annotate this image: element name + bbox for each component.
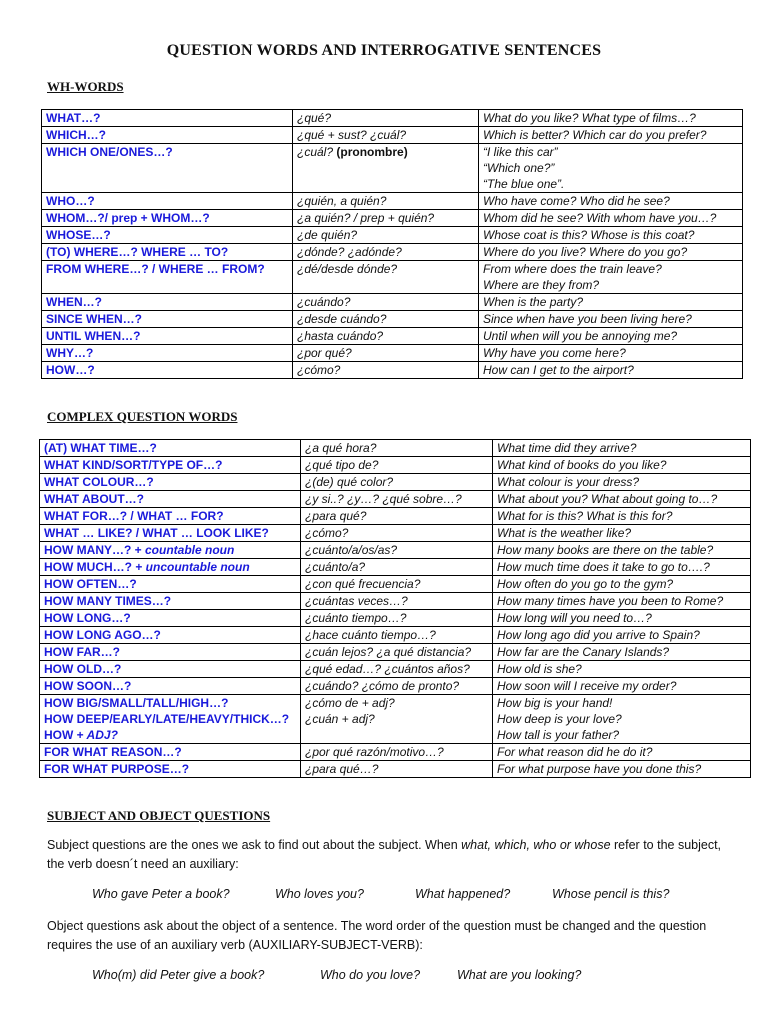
example-line: How often do you go to the gym?	[497, 577, 674, 591]
question-word: HOW SOON…?	[44, 679, 132, 693]
question-word-cell	[42, 362, 293, 379]
table-row	[40, 627, 751, 644]
table-row	[40, 525, 751, 542]
table-row	[40, 661, 751, 678]
translation-cell	[301, 559, 493, 576]
question-word-cell	[40, 678, 301, 695]
question-word: WHAT…?	[46, 111, 101, 125]
translation-cell	[301, 491, 493, 508]
example-cell	[493, 593, 751, 610]
subject-example: Who loves you?	[275, 887, 364, 901]
example-cell	[479, 227, 743, 244]
example-cell	[493, 661, 751, 678]
table-row	[40, 491, 751, 508]
question-word: HOW FAR…?	[44, 645, 120, 659]
question-word: HOW +	[44, 728, 84, 742]
translation-cell	[301, 644, 493, 661]
example-line: What kind of books do you like?	[497, 458, 667, 472]
translation: ¿hasta cuándo?	[297, 329, 384, 343]
translation-cell	[293, 311, 479, 328]
example-cell	[479, 127, 743, 144]
question-word: HOW MANY…? +	[44, 543, 142, 557]
question-word: (TO) WHERE…? WHERE … TO?	[46, 245, 229, 259]
question-word: HOW DEEP/EARLY/LATE/HEAVY/THICK…?	[44, 712, 290, 726]
table-row	[40, 576, 751, 593]
translation-cell	[301, 695, 493, 744]
example-line: How long will you need to…?	[497, 611, 652, 625]
translation-cell	[301, 440, 493, 457]
question-word: SINCE WHEN…?	[46, 312, 142, 326]
translation-cell	[301, 457, 493, 474]
example-cell	[493, 508, 751, 525]
table-row	[42, 210, 743, 227]
wh-words-table	[41, 109, 743, 379]
table-row	[42, 144, 743, 193]
example-line: How many books are there on the table?	[497, 543, 714, 557]
example-line: What is the weather like?	[497, 526, 632, 540]
question-word-cell	[42, 110, 293, 127]
translation-cell	[301, 627, 493, 644]
translation-note: (pronombre)	[333, 145, 408, 159]
question-word-cell	[42, 244, 293, 261]
question-word-note: ADJ?	[83, 728, 118, 742]
translation-cell	[293, 244, 479, 261]
question-word: HOW…?	[46, 363, 95, 377]
question-word: (AT) WHAT TIME…?	[44, 441, 157, 455]
translation: ¿cuán lejos? ¿a qué distancia?	[305, 645, 472, 659]
table-row	[42, 244, 743, 261]
example-cell	[493, 627, 751, 644]
example-cell	[479, 110, 743, 127]
example-cell	[493, 440, 751, 457]
example-cell	[479, 311, 743, 328]
example-cell	[493, 576, 751, 593]
question-word: HOW LONG AGO…?	[44, 628, 161, 642]
question-word: HOW OFTEN…?	[44, 577, 137, 591]
table-row	[40, 644, 751, 661]
table-row	[40, 508, 751, 525]
table-row	[40, 761, 751, 778]
question-word: WHICH ONE/ONES…?	[46, 145, 173, 159]
translation: ¿qué edad…? ¿cuántos años?	[305, 662, 470, 676]
example-line: What time did they arrive?	[497, 441, 637, 455]
question-word-note: uncountable noun	[142, 560, 250, 574]
question-word-line	[44, 727, 296, 743]
translation: ¿quién, a quién?	[297, 194, 387, 208]
example-line: Which is better? Which car do you prefer?	[483, 128, 707, 142]
question-word: FOR WHAT PURPOSE…?	[44, 762, 190, 776]
translation: ¿hace cuánto tiempo…?	[305, 628, 436, 642]
table-row	[40, 559, 751, 576]
question-word-line	[44, 559, 296, 575]
subject-example: Who gave Peter a book?	[92, 887, 230, 901]
translation-cell	[293, 362, 479, 379]
example-line: Who have come? Who did he see?	[483, 194, 670, 208]
translation-cell	[293, 294, 479, 311]
example-cell	[479, 193, 743, 210]
question-word-cell	[42, 328, 293, 345]
question-word-cell	[42, 261, 293, 294]
translation: ¿cuándo?	[297, 295, 351, 309]
translation: ¿desde cuándo?	[297, 312, 387, 326]
example-line: How old is she?	[497, 662, 582, 676]
example-line: “Which one?”	[483, 161, 555, 175]
question-word: HOW OLD…?	[44, 662, 122, 676]
table-row	[40, 542, 751, 559]
question-word-cell	[42, 144, 293, 193]
translation-cell	[301, 661, 493, 678]
question-word-cell	[40, 542, 301, 559]
translation: ¿qué tipo de?	[305, 458, 379, 472]
question-word-cell	[40, 661, 301, 678]
example-cell	[479, 328, 743, 345]
question-word: WHICH…?	[46, 128, 106, 142]
table-row	[40, 610, 751, 627]
example-line: Why have you come here?	[483, 346, 626, 360]
example-cell	[493, 457, 751, 474]
table-row	[42, 227, 743, 244]
question-word-cell	[42, 210, 293, 227]
example-line: What colour is your dress?	[497, 475, 640, 489]
translation-cell	[293, 193, 479, 210]
table-row	[42, 311, 743, 328]
example-cell	[493, 610, 751, 627]
example-cell	[493, 525, 751, 542]
translation: ¿para qué?	[305, 509, 367, 523]
example-line: How far are the Canary Islands?	[497, 645, 670, 659]
question-word: WHAT COLOUR…?	[44, 475, 154, 489]
question-word-cell	[42, 345, 293, 362]
question-word-cell	[40, 474, 301, 491]
subject-examples	[0, 887, 768, 905]
question-word: FROM WHERE…? / WHERE … FROM?	[46, 262, 265, 276]
example-cell	[493, 695, 751, 744]
table-row	[40, 678, 751, 695]
example-line: How long ago did you arrive to Spain?	[497, 628, 700, 642]
example-line: How tall is your father?	[497, 728, 620, 742]
question-word: HOW BIG/SMALL/TALL/HIGH…?	[44, 696, 229, 710]
question-word-cell	[40, 610, 301, 627]
translation: ¿qué?	[297, 111, 332, 125]
translation: ¿cómo de + adj?	[305, 696, 395, 710]
example-line: Whose coat is this? Whose is this coat?	[483, 228, 695, 242]
example-cell	[479, 294, 743, 311]
example-line: Until when will you be annoying me?	[483, 329, 678, 343]
question-word-cell	[42, 193, 293, 210]
question-word: UNTIL WHEN…?	[46, 329, 141, 343]
question-word: WHEN…?	[46, 295, 102, 309]
example-cell	[493, 744, 751, 761]
question-word-cell	[40, 559, 301, 576]
table-row	[42, 193, 743, 210]
translation: ¿de quién?	[297, 228, 358, 242]
subject-para-part-2: refer to the subject, the verb doesn´t need an auxiliary:	[47, 838, 722, 871]
object-example: What are you looking?	[457, 968, 582, 982]
translation: ¿a quién? / prep + quién?	[297, 211, 435, 225]
translation: ¿cuánto/a?	[305, 560, 366, 574]
table-row	[42, 328, 743, 345]
translation-cell	[301, 576, 493, 593]
translation-cell	[301, 508, 493, 525]
table-row	[42, 127, 743, 144]
example-line: How soon will I receive my order?	[497, 679, 677, 693]
translation: ¿por qué razón/motivo…?	[305, 745, 444, 759]
translation-cell	[301, 593, 493, 610]
translation-cell	[301, 542, 493, 559]
example-line: How can I get to the airport?	[483, 363, 634, 377]
translation: ¿cuánto/a/os/as?	[305, 543, 398, 557]
translation: ¿por qué?	[297, 346, 352, 360]
example-line: How much time does it take to go to….?	[497, 560, 710, 574]
translation: ¿cuándo? ¿cómo de pronto?	[305, 679, 460, 693]
table-row	[40, 474, 751, 491]
example-line: Since when have you been living here?	[483, 312, 692, 326]
page-title: QUESTION WORDS AND INTERROGATIVE SENTENCES	[166, 42, 602, 59]
table-row	[40, 440, 751, 457]
question-word: WHOM…?/ prep + WHOM…?	[46, 211, 210, 225]
example-cell	[493, 761, 751, 778]
subject-example: What happened?	[415, 887, 511, 901]
question-word: FOR WHAT REASON…?	[44, 745, 182, 759]
translation-cell	[293, 345, 479, 362]
object-example: Who(m) did Peter give a book?	[92, 968, 265, 982]
question-word-cell	[42, 311, 293, 328]
translation-cell	[293, 227, 479, 244]
translation: ¿(de) qué color?	[305, 475, 394, 489]
translation: ¿y si..? ¿y…? ¿qué sobre…?	[305, 492, 462, 506]
question-word-cell	[40, 744, 301, 761]
translation-cell	[301, 744, 493, 761]
example-cell	[493, 542, 751, 559]
translation: ¿dé/desde dónde?	[297, 262, 398, 276]
example-cell	[493, 678, 751, 695]
question-word-note: countable noun	[141, 543, 235, 557]
translation-cell	[301, 761, 493, 778]
translation: ¿qué + sust? ¿cuál?	[297, 128, 407, 142]
question-word-cell	[40, 525, 301, 542]
table-row	[40, 593, 751, 610]
subject-questions-paragraph	[47, 836, 727, 874]
example-cell	[493, 491, 751, 508]
object-questions-paragraph: Object questions ask about the object of a sentence. The word order of the question must be changed and the question requires the use of an auxiliary verb (AUXILIARY-SUBJECT-VERB):	[47, 919, 707, 952]
example-line: For what reason did he do it?	[497, 745, 653, 759]
example-cell	[479, 244, 743, 261]
wh-words-heading: WH-WORDS	[47, 79, 124, 94]
object-examples	[0, 968, 768, 986]
translation: ¿cuán + adj?	[305, 712, 375, 726]
translation: ¿a qué hora?	[305, 441, 377, 455]
object-example: Who do you love?	[320, 968, 421, 982]
example-cell	[493, 474, 751, 491]
translation: ¿con qué frecuencia?	[305, 577, 421, 591]
example-line: For what purpose have you done this?	[497, 762, 702, 776]
translation: ¿dónde? ¿adónde?	[297, 245, 402, 259]
table-row	[40, 744, 751, 761]
question-word-line	[44, 542, 296, 558]
question-word: WHY…?	[46, 346, 94, 360]
example-cell	[479, 210, 743, 227]
example-line: “The blue one”.	[483, 177, 565, 191]
complex-question-words-table	[39, 439, 751, 778]
translation-cell	[293, 110, 479, 127]
translation-cell	[301, 610, 493, 627]
example-line: “I like this car”	[483, 145, 558, 159]
question-word: WHAT FOR…? / WHAT … FOR?	[44, 509, 224, 523]
question-word-cell	[40, 508, 301, 525]
translation-cell	[301, 678, 493, 695]
translation-cell	[293, 127, 479, 144]
subject-object-heading: SUBJECT AND OBJECT QUESTIONS	[47, 808, 271, 823]
translation: ¿cómo?	[297, 363, 341, 377]
translation: ¿cuál?	[297, 145, 334, 159]
table-row	[42, 362, 743, 379]
translation-cell	[293, 144, 479, 193]
translation: ¿para qué…?	[305, 762, 379, 776]
question-word-cell	[40, 457, 301, 474]
translation: ¿cuántas veces…?	[305, 594, 408, 608]
question-word: WHOSE…?	[46, 228, 111, 242]
question-word-cell	[40, 695, 301, 744]
example-line: From where does the train leave?	[483, 262, 662, 276]
example-line: What about you? What about going to…?	[497, 492, 718, 506]
translation-cell	[301, 474, 493, 491]
question-word-cell	[42, 227, 293, 244]
translation-cell	[293, 328, 479, 345]
example-cell	[479, 345, 743, 362]
example-line: When is the party?	[483, 295, 584, 309]
example-line: Where are they from?	[483, 278, 600, 292]
question-word: HOW LONG…?	[44, 611, 131, 625]
translation-cell	[293, 210, 479, 227]
example-cell	[479, 261, 743, 294]
question-word-cell	[40, 576, 301, 593]
question-word-cell	[40, 593, 301, 610]
question-word: HOW MANY TIMES…?	[44, 594, 172, 608]
table-row	[42, 261, 743, 294]
translation: ¿cuánto tiempo…?	[305, 611, 407, 625]
question-word: WHAT … LIKE? / WHAT … LOOK LIKE?	[44, 526, 269, 540]
question-word-cell	[40, 627, 301, 644]
question-word: WHAT KIND/SORT/TYPE OF…?	[44, 458, 223, 472]
example-line: Whom did he see? With whom have you…?	[483, 211, 717, 225]
complex-question-words-heading: COMPLEX QUESTION WORDS	[47, 409, 238, 424]
example-cell	[479, 144, 743, 193]
example-line: What for is this? What is this for?	[497, 509, 673, 523]
example-line: Where do you live? Where do you go?	[483, 245, 688, 259]
example-line: How big is your hand!	[497, 696, 613, 710]
table-row	[42, 345, 743, 362]
example-line: How many times have you been to Rome?	[497, 594, 724, 608]
subject-para-part-1: Subject questions are the ones we ask to find out about the subject. When	[47, 838, 462, 852]
question-word-cell	[40, 644, 301, 661]
example-line: What do you like? What type of films…?	[483, 111, 696, 125]
question-word-cell	[40, 491, 301, 508]
question-word-cell	[40, 761, 301, 778]
question-word: WHAT ABOUT…?	[44, 492, 144, 506]
example-cell	[479, 362, 743, 379]
example-cell	[493, 559, 751, 576]
question-word: WHO…?	[46, 194, 95, 208]
subject-para-italic: what, which, who or whose	[461, 838, 611, 852]
translation: ¿cómo?	[305, 526, 349, 540]
table-row	[42, 110, 743, 127]
question-word: HOW MUCH…? +	[44, 560, 143, 574]
example-line: How deep is your love?	[497, 712, 622, 726]
question-word-cell	[42, 294, 293, 311]
subject-example: Whose pencil is this?	[552, 887, 670, 901]
translation-cell	[293, 261, 479, 294]
example-cell	[493, 644, 751, 661]
table-row	[40, 695, 751, 744]
table-row	[40, 457, 751, 474]
translation-cell	[301, 525, 493, 542]
table-row	[42, 294, 743, 311]
question-word-cell	[42, 127, 293, 144]
question-word-cell	[40, 440, 301, 457]
